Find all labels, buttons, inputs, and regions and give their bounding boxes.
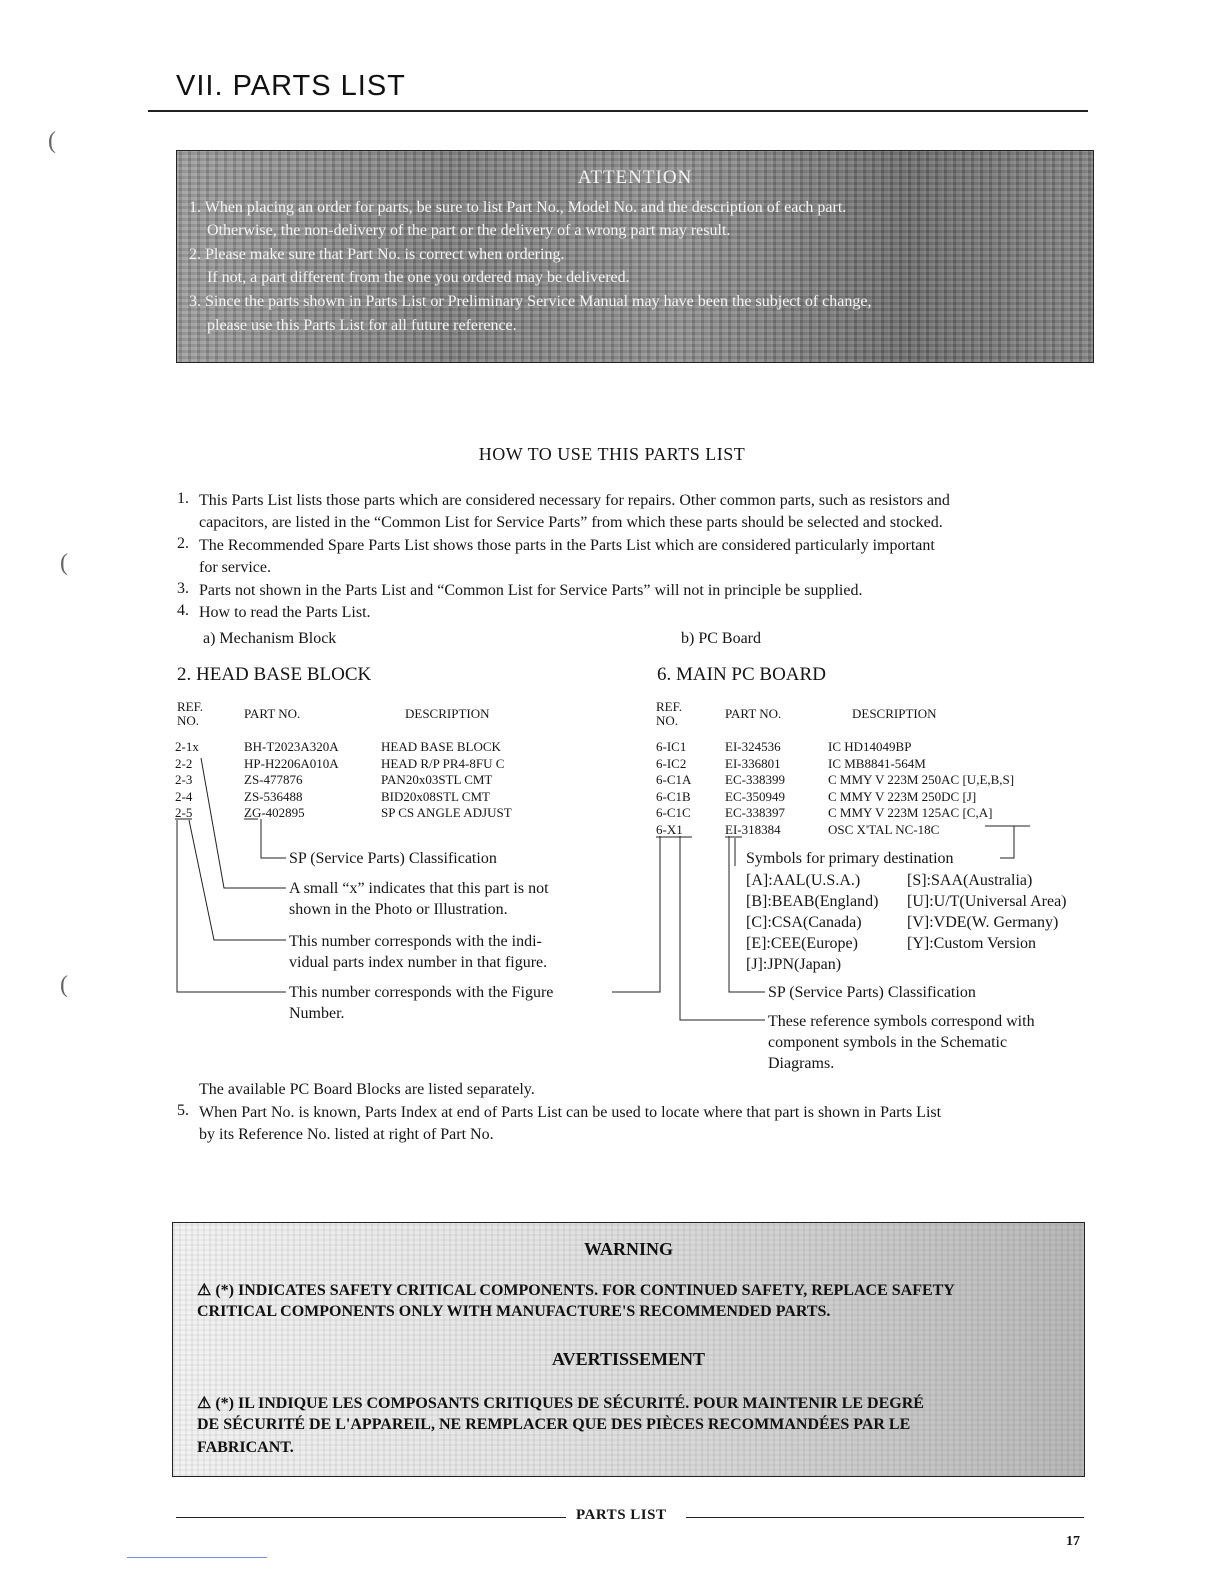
table-cell: 2-3	[175, 772, 193, 787]
leader-line	[612, 836, 660, 992]
table-cell: 6-IC2	[656, 755, 687, 771]
howto-title: HOW TO USE THIS PARTS LIST	[478, 444, 746, 464]
col-ref-line: NO.	[656, 713, 679, 728]
sub-heading-pcboard: b) PC Board	[681, 630, 761, 647]
item-text: When Part No. is known, Parts Index at end of Parts List can be used to locate where that part is shown in Parts List	[199, 1104, 942, 1121]
table-cell: SP CS ANGLE ADJUST	[381, 805, 512, 820]
warning-banner	[172, 1222, 1085, 1477]
dest-item: [V]:VDE(W. Germany)	[907, 914, 1059, 931]
table-cell: PAN20x03STL CMT	[381, 772, 493, 787]
col-desc: DESCRIPTION	[405, 706, 490, 721]
leader-line	[189, 820, 286, 940]
item-text: How to read the Parts List.	[199, 604, 371, 621]
table-cell: C MMY V 223M 125AC [C,A]	[828, 805, 993, 820]
item-text: by its Reference No. listed at right of Part No.	[199, 1126, 494, 1143]
item-number: 3.	[177, 580, 189, 597]
leader-line	[201, 758, 286, 888]
table-cell: HEAD BASE BLOCK	[381, 739, 501, 754]
dest-item: [Y]:Custom Version	[907, 935, 1037, 952]
item-text: capacitors, are listed in the “Common List for Service Parts” from which these parts should be selected and stocked.	[199, 514, 943, 531]
table-cell: OSC X'TAL NC-18C	[828, 821, 940, 837]
attention-line: If not, a part different from the one you ordered may be delivered.	[207, 269, 630, 286]
col-part: PART NO.	[725, 706, 782, 721]
table-cell: ZS-477876	[244, 772, 303, 787]
attention-title: ATTENTION	[577, 167, 693, 188]
table-cell: IC MB8841-564M	[828, 755, 926, 771]
table-cell: ZG-402895	[244, 805, 305, 820]
ann-line: component symbols in the Schematic	[768, 1034, 1008, 1051]
col-desc: DESCRIPTION	[852, 706, 937, 721]
dest-item: [U]:U/T(Universal Area)	[907, 893, 1067, 910]
ann-sp: SP (Service Parts) Classification	[289, 850, 497, 867]
table-cell: HP-H2206A010A	[244, 755, 339, 771]
table-cell: 6-IC1	[656, 739, 687, 754]
item-text: Parts not shown in the Parts List and “Common List for Service Parts” will not in principle be supplied.	[199, 582, 863, 599]
pc-board-note: The available PC Board Blocks are listed separately.	[199, 1081, 535, 1098]
dest-item: [B]:BEAB(England)	[746, 893, 879, 910]
table-cell: EI-336801	[725, 755, 781, 771]
margin-mark: (	[60, 550, 68, 576]
item-number: 5.	[177, 1102, 189, 1119]
pcb-heading: 6. MAIN PC BOARD	[657, 664, 826, 685]
table-cell: 2-4	[175, 788, 193, 804]
table-cell: BID20x08STL CMT	[381, 788, 490, 804]
bottom-link-line	[127, 1557, 267, 1558]
ann-line: vidual parts index number in that figure.	[289, 954, 548, 971]
attention-line: please use this Parts List for all future reference.	[207, 317, 517, 334]
leader-line	[261, 819, 286, 858]
table-cell: 2-5	[175, 805, 193, 820]
table-cell: ZS-536488	[244, 788, 303, 804]
sub-heading-mechanism: a) Mechanism Block	[203, 630, 337, 647]
table-cell: 2-1x	[175, 739, 199, 754]
table-cell: EI-318384	[725, 821, 781, 837]
leader-line	[1000, 826, 1014, 858]
item-text: The Recommended Spare Parts List shows those parts in the Parts List which are considered particularly important	[199, 537, 935, 554]
table-cell: C MMY V 223M 250DC [J]	[828, 788, 977, 804]
avertissement-line: ⚠ (*) IL INDIQUE LES COMPOSANTS CRITIQUES DE SÉCURITÉ. POUR MAINTENIR LE DEGRÉ	[197, 1395, 924, 1412]
ann-line: A small “x” indicates that this part is not	[289, 880, 549, 897]
warning-line: CRITICAL COMPONENTS ONLY WITH MANUFACTURE'S RECOMMENDED PARTS.	[197, 1303, 831, 1320]
avertissement-line: FABRICANT.	[197, 1439, 294, 1456]
item-number: 1.	[177, 490, 189, 507]
page-title: VII. PARTS LIST	[176, 70, 406, 102]
dest-item: [A]:AAL(U.S.A.)	[746, 872, 861, 889]
attention-line: 1. When placing an order for parts, be sure to list Part No., Model No. and the description of each part.	[189, 199, 847, 216]
attention-line: 2. Please make sure that Part No. is correct when ordering.	[189, 246, 565, 263]
attention-line: 3. Since the parts shown in Parts List or Preliminary Service Manual may have been the subject of change,	[189, 293, 872, 310]
table-cell: IC HD14049BP	[828, 739, 912, 754]
table-cell: 6-C1B	[656, 788, 691, 804]
leader-line	[177, 820, 286, 992]
ann-line: This number corresponds with the indi-	[289, 933, 542, 950]
col-ref-line: NO.	[177, 713, 200, 728]
ann-line: shown in the Photo or Illustration.	[289, 901, 508, 918]
table-cell: 6-C1C	[656, 805, 691, 820]
avertissement-title: AVERTISSEMENT	[551, 1349, 706, 1369]
table-cell: C MMY V 223M 250AC [U,E,B,S]	[828, 772, 1015, 787]
footer-label: PARTS LIST	[576, 1507, 667, 1523]
table-cell: EC-350949	[725, 788, 785, 804]
footer-rule	[686, 1517, 1084, 1518]
dest-item: [C]:CSA(Canada)	[746, 914, 862, 931]
table-cell: 2-2	[175, 755, 193, 771]
margin-mark: (	[48, 128, 56, 154]
item-number: 2.	[177, 535, 189, 552]
dest-item: [J]:JPN(Japan)	[746, 956, 842, 973]
warning-line: ⚠ (*) INDICATES SAFETY CRITICAL COMPONENTS. FOR CONTINUED SAFETY, REPLACE SAFETY	[197, 1282, 955, 1299]
table-cell: HEAD R/P PR4-8FU C	[381, 755, 505, 771]
mech-heading: 2. HEAD BASE BLOCK	[177, 664, 372, 685]
item-number: 4.	[177, 602, 189, 619]
table-cell: BH-T2023A320A	[244, 739, 339, 754]
item-text: for service.	[199, 559, 271, 576]
ann-line: Diagrams.	[768, 1055, 835, 1072]
table-cell: EI-324536	[725, 739, 781, 754]
margin-mark: (	[60, 972, 68, 998]
col-part: PART NO.	[244, 706, 301, 721]
dest-item: [E]:CEE(Europe)	[746, 935, 858, 952]
leader-line	[729, 836, 765, 992]
ann-pcb-sp: SP (Service Parts) Classification	[768, 984, 976, 1001]
col-ref-line: REF.	[177, 699, 204, 714]
table-cell: 6-X1	[656, 821, 683, 837]
page-number: 17	[1066, 1534, 1080, 1549]
table-cell: EC-338397	[725, 805, 785, 820]
dest-item: [S]:SAA(Australia)	[907, 872, 1033, 889]
ann-line: Number.	[289, 1005, 345, 1022]
col-ref-line: REF.	[656, 699, 683, 714]
ann-line: These reference symbols correspond with	[768, 1013, 1035, 1030]
avertissement-line: DE SÉCURITÉ DE L'APPAREIL, NE REMPLACER QUE DES PIÈCES RECOMMANDÉES PAR LE	[197, 1416, 911, 1433]
ann-line: This number corresponds with the Figure	[289, 984, 554, 1001]
ann-symbols: Symbols for primary destination	[746, 850, 954, 867]
warning-title: WARNING	[583, 1239, 673, 1259]
table-cell: EC-338399	[725, 772, 785, 787]
attention-line: Otherwise, the non-delivery of the part or the delivery of a wrong part may result.	[207, 222, 731, 239]
table-cell: 6-C1A	[656, 772, 692, 787]
footer-rule	[176, 1517, 566, 1518]
item-text: This Parts List lists those parts which are considered necessary for repairs. Other common parts, such as resistors and	[199, 492, 950, 509]
